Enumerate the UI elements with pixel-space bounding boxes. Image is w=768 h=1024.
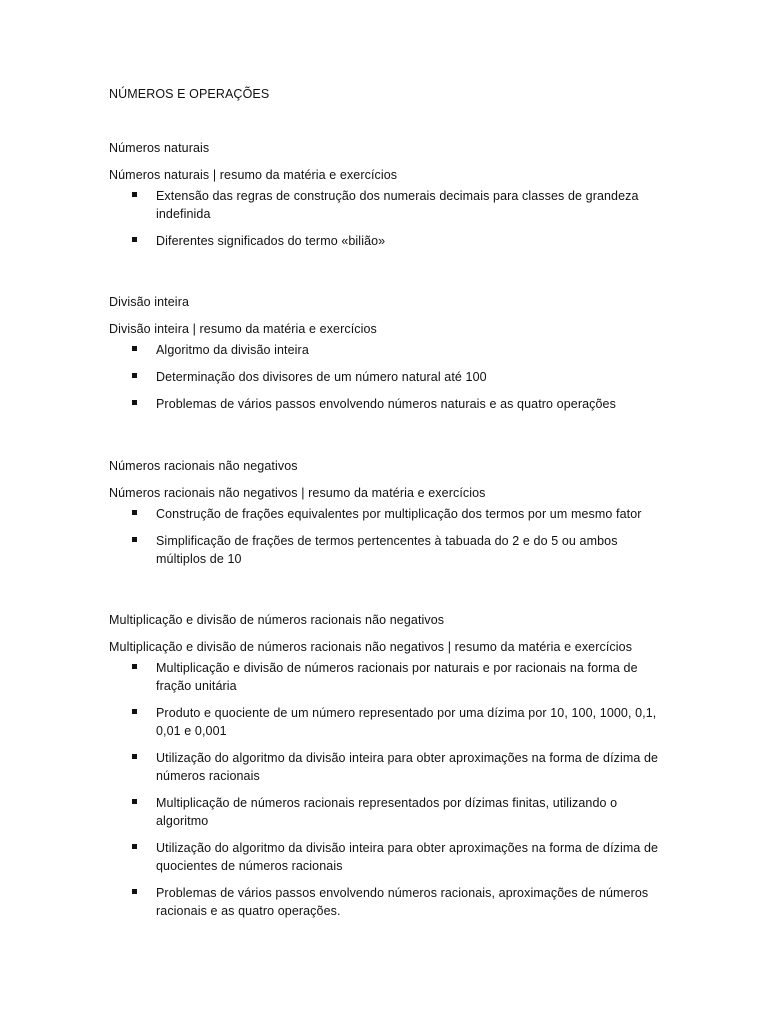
section-heading: Números naturais xyxy=(109,141,210,155)
list-item-text: Multiplicação e divisão de números racionais por naturais e por racionais na forma de fração unitária xyxy=(156,661,638,693)
topic-list xyxy=(109,659,669,920)
section-resource-link[interactable] xyxy=(109,639,669,655)
list-item-text: Problemas de vários passos envolvendo números racionais, aproximações de números racionais e as quatro operações. xyxy=(156,886,649,918)
list-item xyxy=(109,749,666,785)
list-item xyxy=(109,794,666,830)
list-item-text: Utilização do algoritmo da divisão inteira para obter aproximações na forma de dízima de números racionais xyxy=(156,751,659,783)
list-item xyxy=(109,659,666,695)
section-link-title[interactable]: Números racionais não negativos xyxy=(109,486,298,500)
list-item-text: Multiplicação de números racionais representados por dízimas finitas, utilizando o algoritmo xyxy=(156,796,618,828)
section-link-suffix[interactable]: resumo da matéria e exercícios xyxy=(199,322,377,336)
square-bullet-icon xyxy=(132,799,137,804)
list-item xyxy=(109,884,666,920)
list-item xyxy=(109,368,666,386)
page-title: NÚMEROS E OPERAÇÕES xyxy=(109,87,270,101)
section-link-suffix[interactable]: resumo da matéria e exercícios xyxy=(219,168,398,182)
section-link-title[interactable]: Divisão inteira xyxy=(109,322,190,336)
list-item-text: Simplificação de frações de termos pertencentes à tabuada do 2 e do 5 ou ambos múltiplos de 10 xyxy=(156,534,618,566)
section-numeros-naturais xyxy=(109,140,669,259)
square-bullet-icon xyxy=(132,754,137,759)
square-bullet-icon xyxy=(132,844,137,849)
section-resource-link[interactable] xyxy=(109,321,669,337)
list-item xyxy=(109,532,626,568)
link-separator: | xyxy=(212,168,217,182)
square-bullet-icon xyxy=(132,192,137,197)
square-bullet-icon xyxy=(132,510,137,515)
list-item-text: Problemas de vários passos envolvendo números naturais e as quatro operações xyxy=(156,397,616,411)
list-item-text: Extensão das regras de construção dos numerais decimais para classes de grandeza indefinida xyxy=(156,189,639,221)
list-item xyxy=(109,187,666,223)
square-bullet-icon xyxy=(132,709,137,714)
topic-list xyxy=(109,341,669,413)
section-link-title[interactable]: Números naturais xyxy=(109,168,210,182)
list-item xyxy=(109,232,666,250)
section-link-title[interactable]: Multiplicação e divisão de números racionais não negativos xyxy=(109,640,445,654)
square-bullet-icon xyxy=(132,537,137,542)
square-bullet-icon xyxy=(132,400,137,405)
square-bullet-icon xyxy=(132,664,137,669)
section-link-suffix[interactable]: resumo da matéria e exercícios xyxy=(454,640,633,654)
list-item-text: Diferentes significados do termo «bilião» xyxy=(156,234,386,248)
topic-list xyxy=(109,187,669,250)
topic-list xyxy=(109,505,669,568)
section-link-suffix[interactable]: resumo da matéria e exercícios xyxy=(308,486,486,500)
list-item xyxy=(109,341,666,359)
list-item-text: Algoritmo da divisão inteira xyxy=(156,343,309,357)
section-heading: Divisão inteira xyxy=(109,295,190,309)
link-separator: | xyxy=(301,486,305,500)
square-bullet-icon xyxy=(132,373,137,378)
link-separator: | xyxy=(192,322,196,336)
list-item-text: Determinação dos divisores de um número natural até 100 xyxy=(156,370,487,384)
section-heading: Multiplicação e divisão de números racionais não negativos xyxy=(109,613,445,627)
square-bullet-icon xyxy=(132,237,137,242)
list-item xyxy=(109,505,666,523)
section-numeros-racionais xyxy=(109,458,669,577)
section-resource-link[interactable] xyxy=(109,485,669,501)
square-bullet-icon xyxy=(132,889,137,894)
list-item xyxy=(109,395,666,413)
list-item-text: Utilização do algoritmo da divisão inteira para obter aproximações na forma de dízima de quocientes de números racionais xyxy=(156,841,659,873)
section-resource-link[interactable] xyxy=(109,167,669,183)
list-item xyxy=(109,839,666,875)
link-separator: | xyxy=(447,640,452,654)
section-heading: Números racionais não negativos xyxy=(109,459,298,473)
list-item-text: Produto e quociente de um número representado por uma dízima por 10, 100, 1000, 0,1, 0,01 e 0,001 xyxy=(156,706,657,738)
list-item-text: Construção de frações equivalentes por multiplicação dos termos por um mesmo fator xyxy=(156,507,642,521)
section-divisao-inteira xyxy=(109,294,669,422)
list-item xyxy=(109,704,666,740)
square-bullet-icon xyxy=(132,346,137,351)
section-multiplicacao-divisao xyxy=(109,612,669,929)
